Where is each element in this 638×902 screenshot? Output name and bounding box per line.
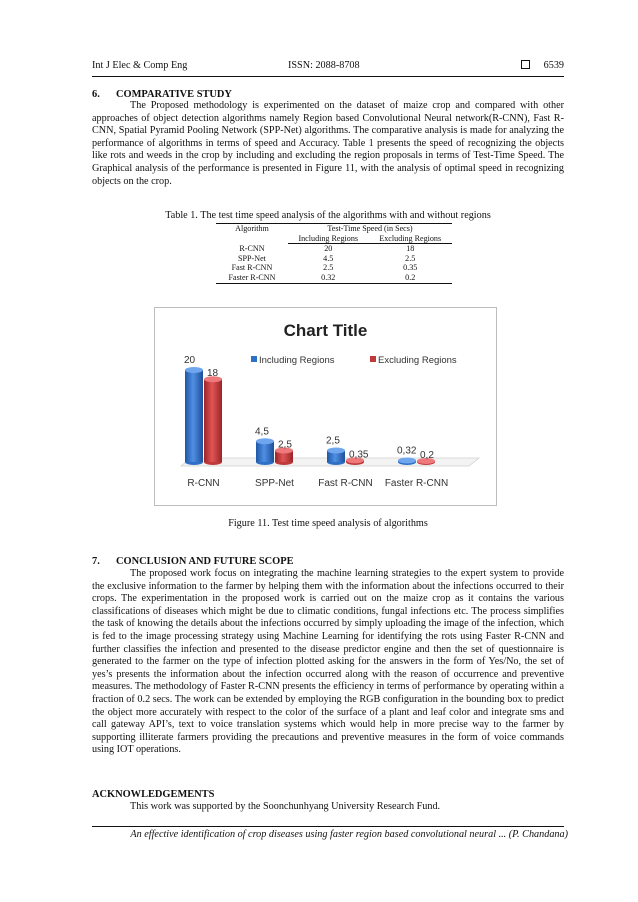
header-rule [92, 76, 564, 77]
chart-category-labels [187, 478, 448, 489]
bar-body [256, 441, 274, 462]
data-label: 0,35 [349, 449, 369, 461]
figure-11-chart [154, 307, 497, 506]
data-label: 4,5 [255, 426, 269, 438]
table-row [216, 244, 452, 254]
data-label: 18 [207, 368, 219, 380]
running-footer: An effective identification of crop diseases using faster region based convolutional neural ... (P. Chandana) [130, 829, 568, 840]
section-7-number: 7. [92, 556, 100, 567]
table-row [216, 254, 452, 264]
category-label: Fast R-CNN [318, 478, 373, 489]
category-label: SPP-Net [255, 478, 294, 489]
table-header-group [288, 224, 452, 234]
bar-excluding [204, 376, 222, 465]
bar-including [398, 458, 416, 465]
page-number-group [521, 60, 564, 71]
page-number: 6539 [543, 60, 564, 71]
journal-name: Int J Elec & Comp Eng [92, 60, 188, 71]
category-label: Faster R-CNN [384, 478, 449, 489]
data-label: 2,5 [326, 435, 340, 447]
section-6-title: COMPARATIVE STUDY [116, 89, 232, 100]
bar-chart-svg [155, 308, 496, 505]
chart-legend [251, 355, 457, 366]
table-cell-excluding: 0.2 [368, 273, 452, 283]
section-7-paragraph: The proposed work focus on integrating the machine learning strategies to the expert system to provide the exclusive information to the farmer by helping them with the information about the infections occurred to their crops. The experimentation in the proposed work is carried out on the maize crop as it contains the various classifications of diseases which might be due to climatic conditions, fungal infections etc. The process simplifies the task of knowing the details about the infections occurred by simply uploading the image of the infection, which is fed to the image processing strategy using Machine Learning for identifying the rots using Faster R-CNN and further classifies the infection and presented to the disease predictor engine and then the set of questionnaire is generated to the farmer on the type of infection plotted asking for the answers in the form of Yes/No, the set of yes’s presents the information about the infection occurred along with the reason of occurrence and preventive measures. The methodology of Faster R-CNN presents the efficiency in terms of performance by operating within a fraction of 0.2 secs. The work can be extended by employing the RGB configuration in the bounding box to predict the object more accurately with respect to the color of the surface of a plant and leaf color and integrate sms and call gateway API’s, text to voice translation systems which would help in more precise way to the farmer by supporting illiterate farmers providing the precautions and preventive measures in the form of voice commands using IOT operations. [92, 568, 564, 756]
bar-body [185, 370, 203, 462]
bar-including [327, 448, 345, 466]
chart-title: Chart Title [283, 321, 368, 340]
checkbox-icon [521, 60, 530, 69]
table-header-including: Including Regions [288, 234, 368, 244]
table-1-caption: Table 1. The test time speed analysis of the algorithms with and without regions [165, 210, 491, 221]
section-6-number: 6. [92, 89, 100, 100]
table-cell-algorithm: Fast R-CNN [231, 263, 273, 273]
figure-11-caption: Figure 11. Test time speed analysis of algorithms [228, 518, 428, 529]
legend-swatch-including [251, 356, 257, 362]
table-cell-algorithm: SPP-Net [238, 253, 266, 263]
legend-label-excluding: Excluding Regions [378, 355, 457, 366]
footer-rule [92, 826, 564, 827]
acknowledgements-paragraph: This work was supported by the Soonchunhyang University Research Fund. [130, 801, 441, 812]
acknowledgements-heading: ACKNOWLEDGEMENTS [92, 789, 215, 800]
table-cell-excluding: 18 [406, 244, 415, 254]
category-label: R-CNN [187, 478, 220, 489]
bar-top [327, 448, 345, 454]
data-label: 2,5 [278, 439, 292, 451]
issn: ISSN: 2088-8708 [288, 60, 360, 71]
table-1 [216, 223, 452, 284]
running-header [92, 60, 564, 76]
data-label: 0,2 [420, 450, 434, 461]
table-cell-excluding: 2.5 [405, 253, 416, 263]
table-header-excluding: Excluding Regions [368, 234, 452, 244]
legend-label-including: Including Regions [259, 355, 335, 366]
table-cell-algorithm: Faster R-CNN [216, 273, 288, 283]
bar-including [185, 367, 203, 465]
section-7-title: CONCLUSION AND FUTURE SCOPE [116, 556, 294, 567]
table-row [216, 273, 452, 283]
bar-top [256, 438, 274, 444]
data-label: 0,32 [397, 445, 417, 457]
table-cell-including: 0.32 [288, 273, 368, 283]
bar-top [398, 458, 416, 464]
bar-body [204, 379, 222, 462]
section-6-heading [92, 89, 232, 100]
section-7-heading [92, 556, 294, 567]
table-cell-excluding: 0.35 [403, 263, 418, 273]
legend-swatch-excluding [370, 356, 376, 362]
section-6-paragraph: The Proposed methodology is experimented on the dataset of maize crop and compared with other approaches of object detection algorithms namely Region based Convolutional Neural network(R-CNN), Fast R-CNN, Spatial Pyramid Pooling Network (SPP-Net) algorithms. The comparative analysis is made for analyzing the performance of algorithms in terms of speed and Accuracy. Table 1 presents the speed of recognizing the objects like rots and weeds in the crop by including and excluding the region proposals in terms of Test-Time Speed. The Graphical analysis of the performance is presented in Figure 11, with the analysis of optimal speed in recognizing objects on the crop. [92, 100, 564, 187]
table-header-group-label: Test-Time Speed (in Secs) [327, 224, 413, 233]
table-cell-including: 4.5 [323, 253, 334, 263]
table-cell-including: 20 [324, 244, 333, 254]
table-row [216, 263, 452, 273]
table-cell-algorithm: R-CNN [239, 243, 265, 253]
bar-including [256, 438, 274, 465]
table-cell-including: 2.5 [323, 263, 334, 273]
bar-top [185, 367, 203, 373]
data-label: 20 [184, 355, 196, 366]
table-header-algorithm: Algorithm [216, 224, 288, 244]
